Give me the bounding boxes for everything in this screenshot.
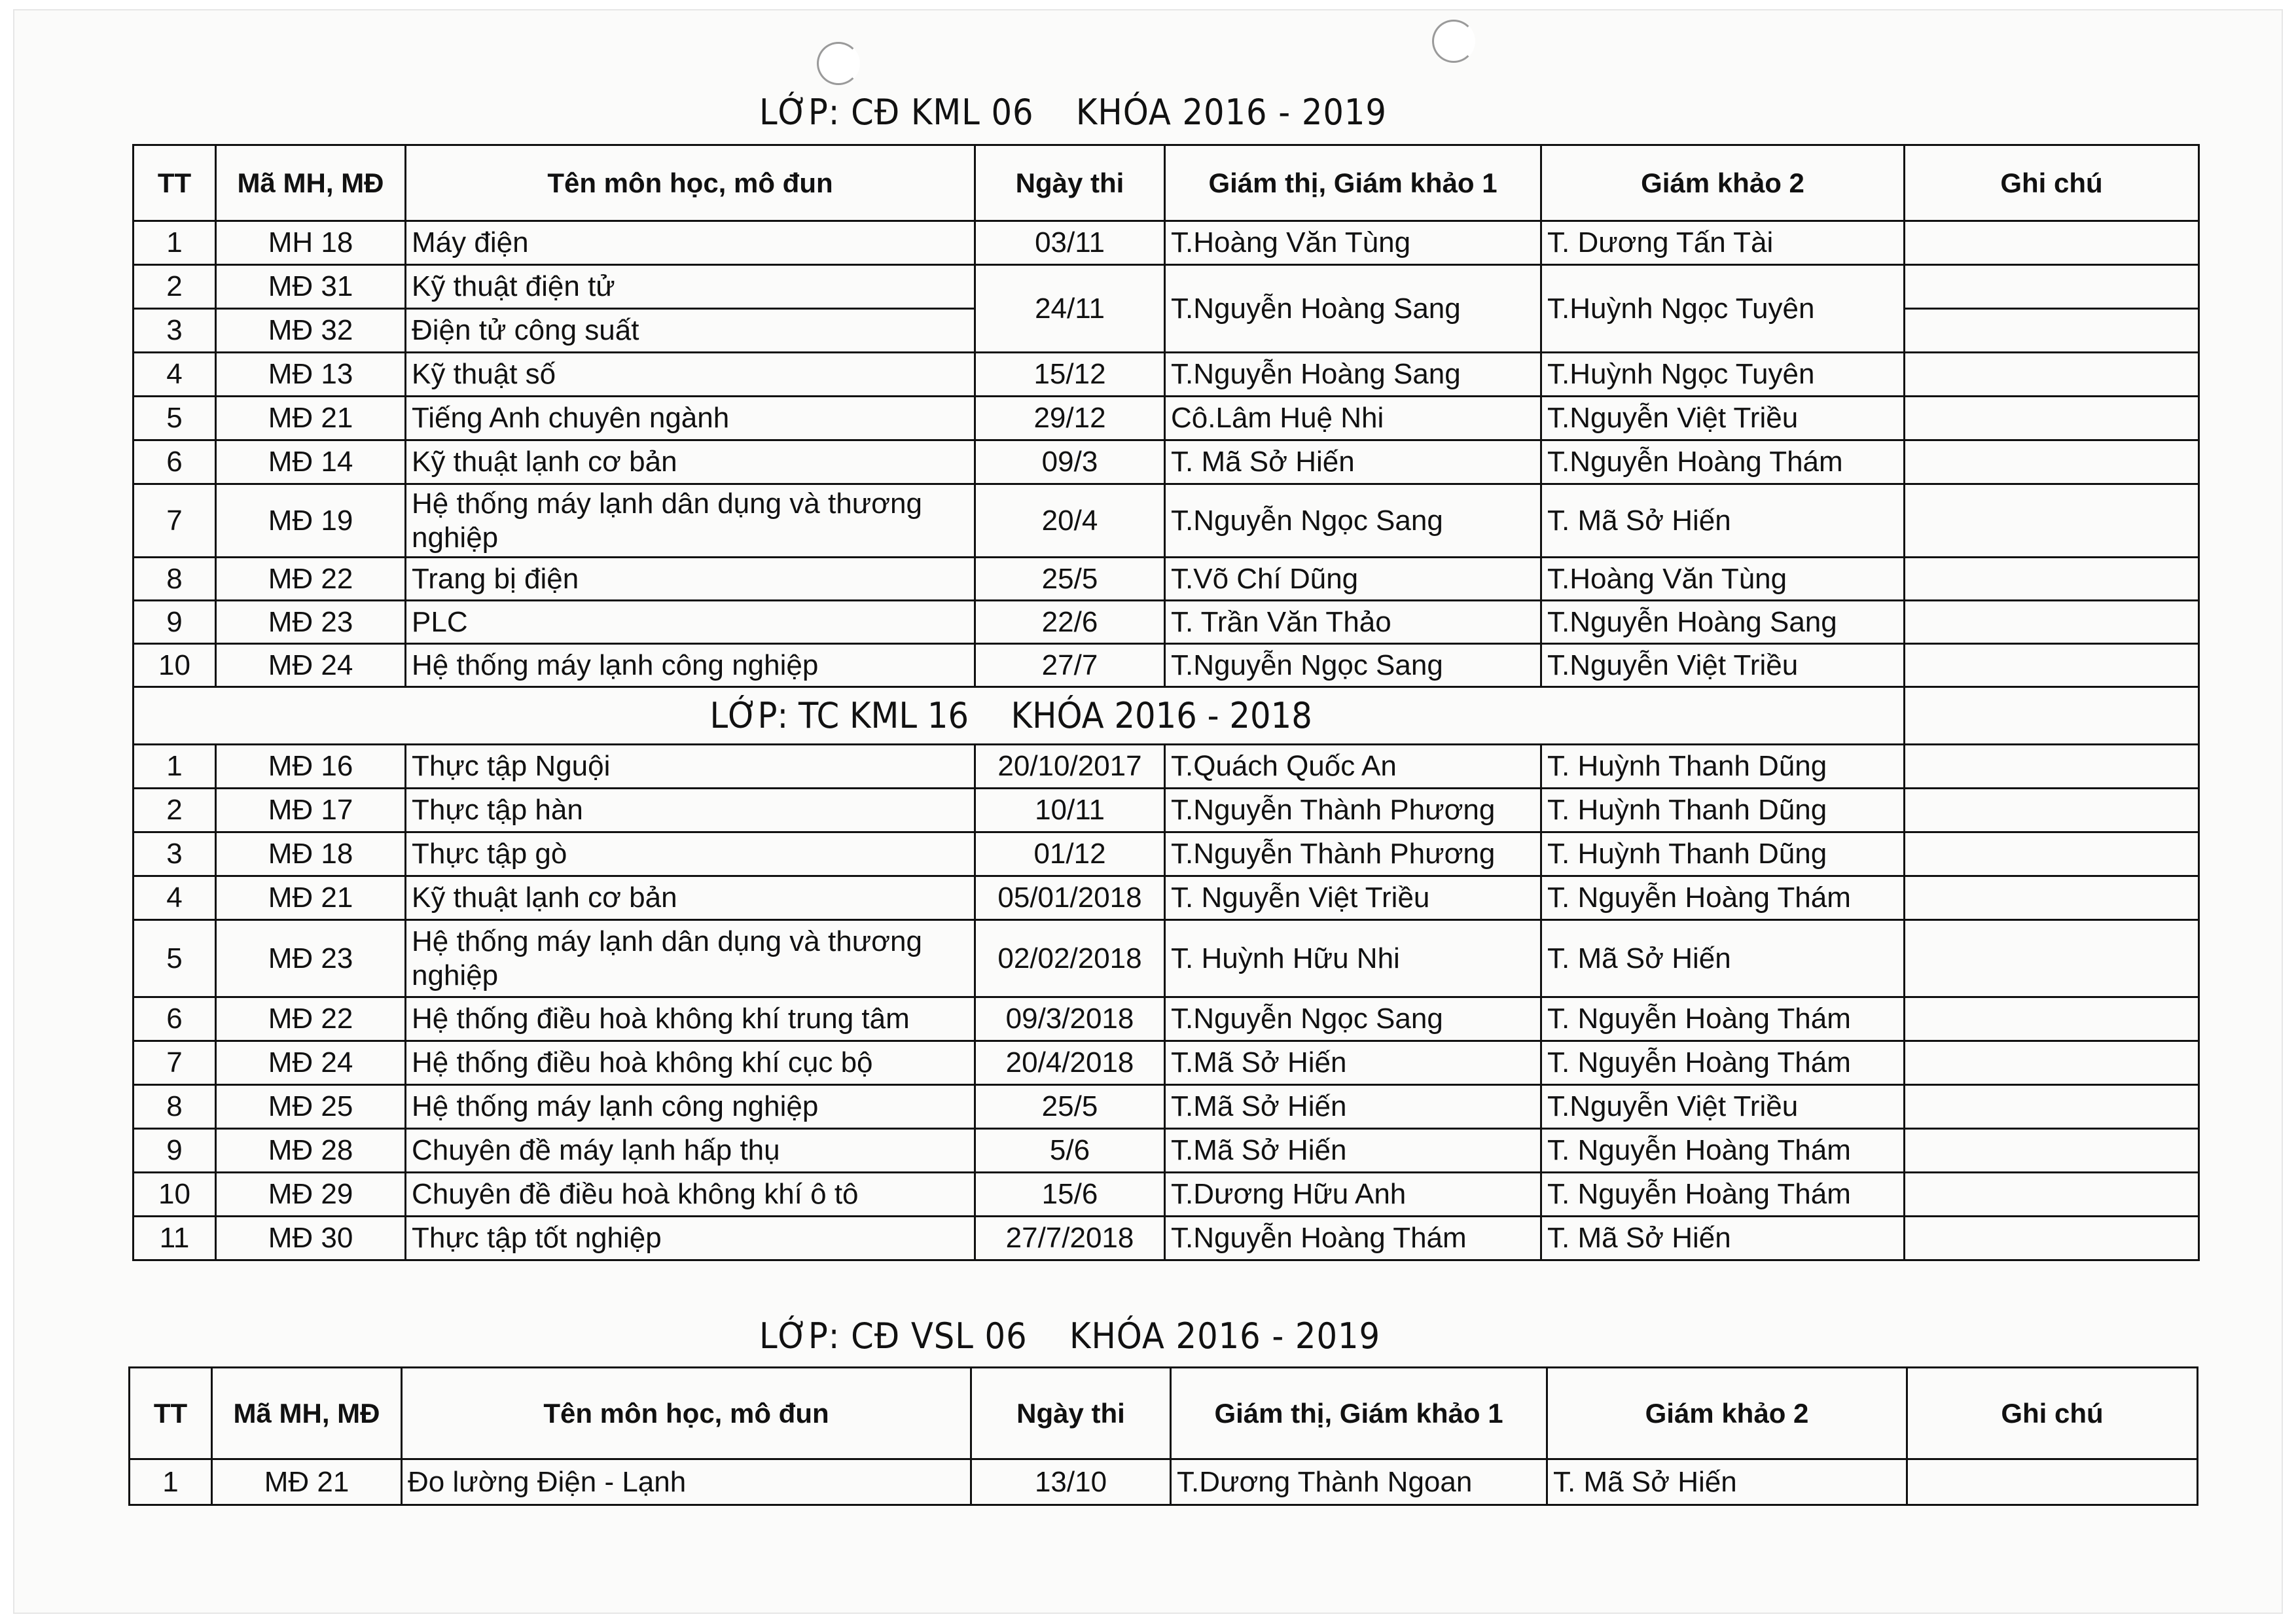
cell-examiner1: T.Nguyễn Ngọc Sang — [1165, 484, 1541, 558]
section-heading-row — [134, 687, 2199, 745]
cell-note — [1905, 558, 2199, 601]
cell-code: MĐ 13 — [216, 353, 406, 397]
cell-name: Kỹ thuật điện tử — [406, 265, 975, 309]
cell-code: MĐ 31 — [216, 265, 406, 309]
cell-examiner2: T.Huỳnh Ngọc Tuyên — [1541, 265, 1905, 353]
punch-hole-right — [1432, 20, 1475, 63]
section-heading-kml06 — [759, 92, 1387, 133]
cell-date: 22/6 — [975, 601, 1165, 644]
header-date: Ngày thi — [975, 145, 1165, 221]
cell-date: 20/4 — [975, 484, 1165, 558]
cell-examiner2: T.Hoàng Văn Tùng — [1541, 558, 1905, 601]
table-row — [134, 789, 2199, 832]
cell-examiner2: T. Nguyễn Hoàng Thám — [1541, 1129, 1905, 1173]
header-tt: TT — [134, 145, 216, 221]
cell-note — [1905, 687, 2199, 745]
table-row — [134, 1129, 2199, 1173]
cell-code: MĐ 30 — [216, 1217, 406, 1260]
header-examiner2: Giám khảo 2 — [1541, 145, 1905, 221]
cell-date: 20/4/2018 — [975, 1041, 1165, 1085]
cell-examiner1: T.Mã Sở Hiến — [1165, 1085, 1541, 1129]
cell-code: MĐ 21 — [212, 1459, 402, 1505]
cell-date: 27/7 — [975, 644, 1165, 687]
cell-examiner2: T.Huỳnh Ngọc Tuyên — [1541, 353, 1905, 397]
header-date: Ngày thi — [971, 1368, 1171, 1459]
table-row — [130, 1459, 2198, 1505]
cell-examiner2: T. Huỳnh Thanh Dũng — [1541, 745, 1905, 789]
cell-note — [1905, 397, 2199, 440]
cell-examiner1: T. Nguyễn Việt Triều — [1165, 876, 1541, 920]
section-heading-kml16 — [134, 687, 1905, 745]
cell-code: MĐ 22 — [216, 997, 406, 1041]
cell-note — [1905, 920, 2199, 997]
table-row — [134, 1085, 2199, 1129]
cell-tt: 8 — [134, 1085, 216, 1129]
cell-note — [1905, 601, 2199, 644]
cell-note — [1905, 1129, 2199, 1173]
cell-note — [1905, 440, 2199, 484]
cell-name: Trang bị điện — [406, 558, 975, 601]
cell-tt: 7 — [134, 484, 216, 558]
cell-code: MĐ 17 — [216, 789, 406, 832]
cell-tt: 7 — [134, 1041, 216, 1085]
cell-tt: 1 — [134, 745, 216, 789]
cell-code: MH 18 — [216, 221, 406, 265]
cell-name: Hệ thống điều hoà không khí trung tâm — [406, 997, 975, 1041]
cell-examiner2: T. Nguyễn Hoàng Thám — [1541, 876, 1905, 920]
cell-note — [1905, 1217, 2199, 1260]
cell-tt: 1 — [130, 1459, 212, 1505]
cell-code: MĐ 14 — [216, 440, 406, 484]
table-row — [134, 484, 2199, 558]
table-row — [134, 1041, 2199, 1085]
cell-date: 10/11 — [975, 789, 1165, 832]
cell-examiner2: T.Nguyễn Việt Triều — [1541, 397, 1905, 440]
cell-code: MĐ 23 — [216, 601, 406, 644]
cell-examiner2: T. Huỳnh Thanh Dũng — [1541, 789, 1905, 832]
course-label: KHÓA 2016 - 2018 — [1011, 695, 1312, 736]
cell-examiner1: T.Mã Sở Hiến — [1165, 1041, 1541, 1085]
cell-name: Máy điện — [406, 221, 975, 265]
cell-tt: 4 — [134, 876, 216, 920]
cell-examiner2: T. Mã Sở Hiến — [1541, 920, 1905, 997]
table-row — [134, 265, 2199, 309]
table-row — [134, 1217, 2199, 1260]
cell-date: 03/11 — [975, 221, 1165, 265]
cell-code: MĐ 21 — [216, 397, 406, 440]
cell-note — [1905, 832, 2199, 876]
cell-examiner1: T.Nguyễn Hoàng Thám — [1165, 1217, 1541, 1260]
cell-name: Thực tập gò — [406, 832, 975, 876]
cell-tt: 9 — [134, 601, 216, 644]
cell-examiner1: T.Nguyễn Thành Phương — [1165, 832, 1541, 876]
header-name: Tên môn học, mô đun — [406, 145, 975, 221]
cell-tt: 1 — [134, 221, 216, 265]
cell-name: Hệ thống máy lạnh dân dụng và thương nghiệp — [406, 920, 975, 997]
cell-examiner2: T. Nguyễn Hoàng Thám — [1541, 997, 1905, 1041]
cell-examiner1: T.Hoàng Văn Tùng — [1165, 221, 1541, 265]
cell-note — [1905, 1085, 2199, 1129]
cell-name: Thực tập tốt nghiệp — [406, 1217, 975, 1260]
cell-examiner1: Cô.Lâm Huệ Nhi — [1165, 397, 1541, 440]
table-row — [134, 601, 2199, 644]
cell-name: Đo lường Điện - Lạnh — [402, 1459, 971, 1505]
table-row — [134, 1173, 2199, 1217]
cell-code: MĐ 24 — [216, 1041, 406, 1085]
cell-name: Kỹ thuật lạnh cơ bản — [406, 440, 975, 484]
cell-date: 13/10 — [971, 1459, 1171, 1505]
cell-date: 01/12 — [975, 832, 1165, 876]
cell-date: 02/02/2018 — [975, 920, 1165, 997]
cell-tt: 6 — [134, 997, 216, 1041]
cell-code: MĐ 19 — [216, 484, 406, 558]
cell-name: Hệ thống máy lạnh dân dụng và thương nghiệp — [406, 484, 975, 558]
cell-tt: 10 — [134, 1173, 216, 1217]
cell-name: Hệ thống máy lạnh công nghiệp — [406, 1085, 975, 1129]
cell-code: MĐ 29 — [216, 1173, 406, 1217]
table-row — [134, 221, 2199, 265]
cell-examiner1: T.Nguyễn Thành Phương — [1165, 789, 1541, 832]
header-examiner2: Giám khảo 2 — [1547, 1368, 1907, 1459]
cell-note — [1905, 745, 2199, 789]
cell-name: Thực tập Nguội — [406, 745, 975, 789]
cell-tt: 4 — [134, 353, 216, 397]
cell-name: Kỹ thuật lạnh cơ bản — [406, 876, 975, 920]
header-examiner1: Giám thị, Giám khảo 1 — [1165, 145, 1541, 221]
cell-note — [1905, 1041, 2199, 1085]
cell-name: Chuyên đề điều hoà không khí ô tô — [406, 1173, 975, 1217]
cell-note — [1905, 997, 2199, 1041]
cell-examiner2: T. Dương Tấn Tài — [1541, 221, 1905, 265]
cell-examiner1: T.Dương Hữu Anh — [1165, 1173, 1541, 1217]
cell-examiner2: T. Nguyễn Hoàng Thám — [1541, 1173, 1905, 1217]
cell-date: 09/3/2018 — [975, 997, 1165, 1041]
cell-name: Thực tập hàn — [406, 789, 975, 832]
cell-date: 27/7/2018 — [975, 1217, 1165, 1260]
header-code: Mã MH, MĐ — [216, 145, 406, 221]
cell-note — [1905, 876, 2199, 920]
cell-name: Hệ thống máy lạnh công nghiệp — [406, 644, 975, 687]
class-label: LỚP: TC KML 16 — [709, 695, 969, 736]
schedule-table-vsl — [128, 1366, 2198, 1506]
cell-examiner2: T. Huỳnh Thanh Dũng — [1541, 832, 1905, 876]
cell-tt: 6 — [134, 440, 216, 484]
header-tt: TT — [130, 1368, 212, 1459]
cell-examiner2: T. Mã Sở Hiến — [1547, 1459, 1907, 1505]
cell-examiner2: T. Mã Sở Hiến — [1541, 1217, 1905, 1260]
cell-examiner2: T.Nguyễn Hoàng Sang — [1541, 601, 1905, 644]
table-row — [134, 920, 2199, 997]
table-row — [134, 745, 2199, 789]
cell-date: 20/10/2017 — [975, 745, 1165, 789]
class-label: LỚP: CĐ KML 06 — [759, 92, 1034, 133]
cell-examiner1: T.Dương Thành Ngoan — [1171, 1459, 1547, 1505]
cell-examiner1: T.Nguyễn Hoàng Sang — [1165, 353, 1541, 397]
course-label: KHÓA 2016 - 2019 — [1075, 92, 1387, 133]
header-examiner1: Giám thị, Giám khảo 1 — [1171, 1368, 1547, 1459]
cell-examiner1: T.Mã Sở Hiến — [1165, 1129, 1541, 1173]
cell-code: MĐ 32 — [216, 309, 406, 353]
cell-examiner1: T.Võ Chí Dũng — [1165, 558, 1541, 601]
header-note: Ghi chú — [1905, 145, 2199, 221]
cell-note — [1905, 644, 2199, 687]
cell-examiner1: T. Huỳnh Hữu Nhi — [1165, 920, 1541, 997]
cell-name: Kỹ thuật số — [406, 353, 975, 397]
cell-note — [1905, 1173, 2199, 1217]
cell-code: MĐ 23 — [216, 920, 406, 997]
cell-date: 09/3 — [975, 440, 1165, 484]
cell-tt: 5 — [134, 920, 216, 997]
cell-tt: 3 — [134, 832, 216, 876]
cell-examiner1: T.Nguyễn Hoàng Sang — [1165, 265, 1541, 353]
cell-tt: 11 — [134, 1217, 216, 1260]
cell-note — [1905, 484, 2199, 558]
cell-date: 25/5 — [975, 1085, 1165, 1129]
cell-date: 5/6 — [975, 1129, 1165, 1173]
cell-date: 05/01/2018 — [975, 876, 1165, 920]
table-row — [134, 832, 2199, 876]
cell-tt: 10 — [134, 644, 216, 687]
cell-code: MĐ 28 — [216, 1129, 406, 1173]
cell-code: MĐ 24 — [216, 644, 406, 687]
cell-name: Chuyên đề máy lạnh hấp thụ — [406, 1129, 975, 1173]
cell-date: 15/6 — [975, 1173, 1165, 1217]
cell-tt: 8 — [134, 558, 216, 601]
header-code: Mã MH, MĐ — [212, 1368, 402, 1459]
cell-note — [1907, 1459, 2198, 1505]
cell-tt: 9 — [134, 1129, 216, 1173]
cell-note — [1905, 789, 2199, 832]
section-heading-vsl06 — [759, 1315, 1380, 1357]
class-label: LỚP: CĐ VSL 06 — [759, 1315, 1028, 1357]
cell-name: Điện tử công suất — [406, 309, 975, 353]
cell-examiner1: T.Nguyễn Ngọc Sang — [1165, 644, 1541, 687]
header-note: Ghi chú — [1907, 1368, 2198, 1459]
cell-examiner2: T. Nguyễn Hoàng Thám — [1541, 1041, 1905, 1085]
cell-note — [1905, 353, 2199, 397]
cell-examiner1: T. Mã Sở Hiến — [1165, 440, 1541, 484]
cell-tt: 5 — [134, 397, 216, 440]
cell-note — [1905, 309, 2199, 353]
cell-date: 25/5 — [975, 558, 1165, 601]
cell-name: Hệ thống điều hoà không khí cục bộ — [406, 1041, 975, 1085]
cell-note — [1905, 265, 2199, 309]
cell-examiner2: T.Nguyễn Việt Triều — [1541, 644, 1905, 687]
course-label: KHÓA 2016 - 2019 — [1069, 1315, 1381, 1357]
table-row — [134, 397, 2199, 440]
cell-tt: 2 — [134, 265, 216, 309]
cell-code: MĐ 16 — [216, 745, 406, 789]
table-row — [134, 558, 2199, 601]
cell-date: 29/12 — [975, 397, 1165, 440]
cell-examiner2: T.Nguyễn Việt Triều — [1541, 1085, 1905, 1129]
table-row — [134, 997, 2199, 1041]
cell-examiner1: T.Quách Quốc An — [1165, 745, 1541, 789]
cell-note — [1905, 221, 2199, 265]
cell-code: MĐ 21 — [216, 876, 406, 920]
cell-date: 15/12 — [975, 353, 1165, 397]
cell-code: MĐ 25 — [216, 1085, 406, 1129]
cell-tt: 2 — [134, 789, 216, 832]
cell-code: MĐ 22 — [216, 558, 406, 601]
schedule-table-kml — [132, 144, 2200, 1261]
cell-date: 24/11 — [975, 265, 1165, 353]
table-row — [134, 876, 2199, 920]
header-row — [130, 1368, 2198, 1459]
header-name: Tên môn học, mô đun — [402, 1368, 971, 1459]
cell-examiner2: T.Nguyễn Hoàng Thám — [1541, 440, 1905, 484]
table-row — [134, 353, 2199, 397]
cell-examiner1: T. Trần Văn Thảo — [1165, 601, 1541, 644]
cell-examiner2: T. Mã Sở Hiến — [1541, 484, 1905, 558]
cell-examiner1: T.Nguyễn Ngọc Sang — [1165, 997, 1541, 1041]
table-row — [134, 644, 2199, 687]
header-row — [134, 145, 2199, 221]
table-row — [134, 440, 2199, 484]
punch-hole-left — [817, 42, 860, 85]
cell-name: Tiếng Anh chuyên ngành — [406, 397, 975, 440]
cell-code: MĐ 18 — [216, 832, 406, 876]
cell-name: PLC — [406, 601, 975, 644]
cell-tt: 3 — [134, 309, 216, 353]
